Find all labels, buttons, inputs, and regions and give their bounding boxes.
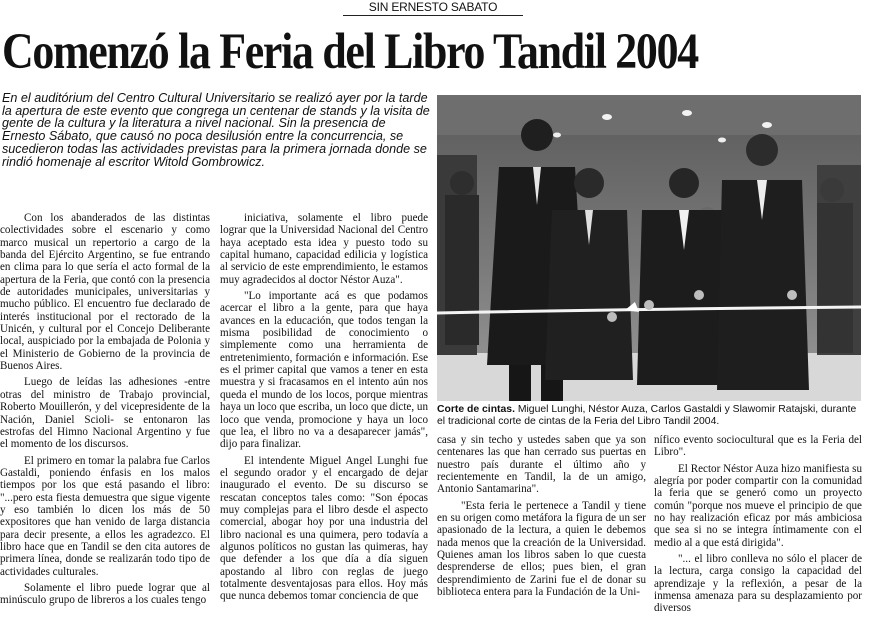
body-column-1 [0,212,210,611]
body-paragraph: El intendente Miguel Angel Lunghi fue el segundo orador y el encargado de dejar inaugurado el evento. De su discurso se rescatan conceptos tales como: "Son épocas muy complejas para el libro desde el aspecto comercial, abogar hoy por una industria del libro nacional es una quimera, pero todavía a algunos políticos no gustan las quimeras, hay que defender a los que día a día siguen apostando al libro con reglas de juego totalmente desventajosas para ellos. Hoy más que nunca debemos tomar conciencia de que [220,454,428,603]
caption-title: Corte de cintas. [437,404,515,415]
body-paragraph: "... el libro conlleva no sólo el placer de la lectura, carga consigo la capacidad del aprendizaje y la reflexión, a pesar de la inmensa amenaza para su desplazamiento por diversos [654,553,862,615]
ribbon-cutting-photo [437,95,861,401]
photo-caption [437,404,865,427]
body-column-2 [220,212,428,607]
body-paragraph: El Rector Néstor Auza hizo manifiesta su alegría por poder compartir con la comunidad la feria que se generó como un proyecto común "porque nos mueve el principio de que no hay realización eficaz por más ambiciosa que sea si no se integra íntimamente con el medio al a que está dirigida". [654,462,862,549]
body-paragraph: Con los abanderados de las distintas colectividades sobre el escenario y como marco musical un repertorio a cargo de la banda del Ejército Argentino, se fue entrando en clima para lo que sería el acto formal de la apertura de la Feria, que contó con la presencia de autoridades municipales, universitarias y mucho público. El encuentro fue declarado de interés institucional por el rectorado de la Unicén, y cultural por el Concejo Deliberante local, auspiciado por la embajada de Polonia y el Ministerio de Gobierno de la provincia de Buenos Aires. [0,212,210,373]
body-paragraph: nífico evento sociocultural que es la Feria del Libro". [654,434,862,459]
body-paragraph: "Esta feria le pertenece a Tandil y tiene en su origen como metáfora la figura de un ser apasionado de la lectura, a quien le debemos nada menos que la creación de la Universidad. Quienes aman los libros saben lo que cuesta desprenderse de ellos; pues bien, el gran desprendimiento de Zarini fue el de donar su biblioteca entera para la Fundación de la Uni- [437,499,646,599]
section-label: SIN ERNESTO SABATO [343,0,523,16]
body-paragraph: Luego de leídas las adhesiones -entre otras del ministro de Trabajo provincial, Roberto Mouillerón, y del vicepresidente de la Nación, Daniel Scioli- se entonaron las estrofas del Himno Nacional Argentino y fue el momento de los discursos. [0,376,210,451]
body-paragraph: El primero en tomar la palabra fue Carlos Gastaldi, poniendo énfasis en los malos tiempos por los que está pasando el libro: "...pero esta fiesta demuestra que sigue vigente y eso también lo dicen los más de 50 expositores que han venido de larga distancia para decir presente, a ellos les agradezco. El libro hace que en Tandil se den cita autores de primera línea, donde se realizarán todo tipo de actividades culturales. [0,454,210,578]
body-column-4 [654,434,862,619]
lead-paragraph: En el auditórium del Centro Cultural Universitario se realizó ayer por la tarde la apertura de este evento que congrega un centenar de stands y la visita de gente de la cultura y la literatura a nivel nacional. Sin la presencia de Ernesto Sábato, que causó no poca desilusión entre la concurrencia, se sucedieron todas las actividades previstas para la primera jornada donde se rindió homenaje al escritor Witold Gombrowicz. [2,91,430,169]
body-paragraph: Solamente el libro puede lograr que al minúsculo grupo de libreros a los cuales tengo [0,581,210,607]
body-paragraph: casa y sin techo y ustedes saben que ya son centenares las que han cerrado sus puertas en nuestro país durante el último año y recientemente en Tandil, la de un amigo, Antonio Santamarina". [437,434,646,496]
headline: Comenzó la Feria del Libro Tandil 2004 [2,24,698,80]
body-paragraph: "Lo importante acá es que podamos acercar el libro a la gente, para que haya avances en la educación, que todos tengan la misma posibilidad de conocimiento o simplemente como una herramienta de entretenimiento, formación e información. Ese es el primer capital que vamos a tener en esta muestra y si fracasamos en el intento aún nos queda el mundo de los locos, porque mientras haya un loco que escriba, un loco que dicte, un loco que venda, promocione y haya un loco que lea, el libro no va a desaparecer jamás", dijo para finalizar. [220,290,428,451]
body-paragraph: iniciativa, solamente el libro puede lograr que la Universidad Nacional del Centro haya aceptado esta idea y puesto todo su capital humano, capacidad edilicia y logística al servicio de este emprendimiento, le estamos muy agradecidos al doctor Néstor Auza". [220,212,428,286]
body-column-3 [437,434,646,602]
caption-text: Miguel Lunghi, Néstor Auza, Carlos Gastaldi y Slawomir Ratajski, durante el tradicional corte de cintas de la Feria del Libro Tandil 2004. [437,404,857,427]
